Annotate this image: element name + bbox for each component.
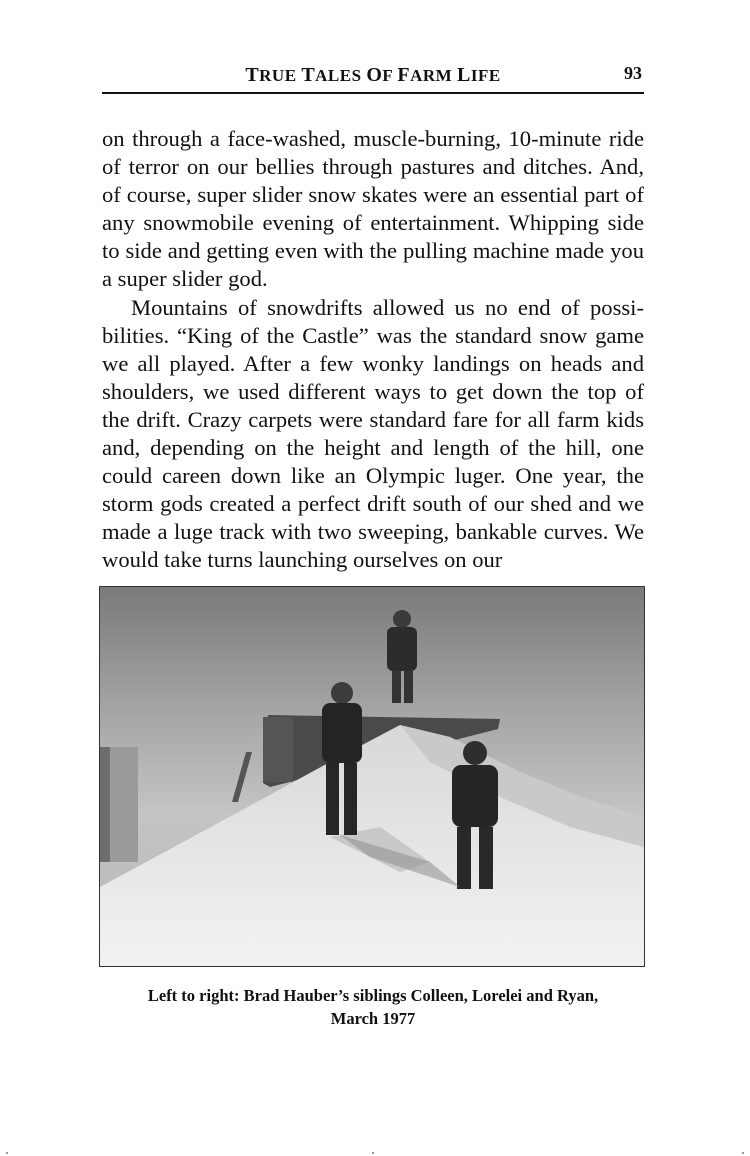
- paragraph-2: Mountains of snowdrifts allowed us no end of possibilities. “King of the Castle” was the standard snow game we all played. After a few wonky landings on heads and shoulders, we used different ways to get down the top of the drift. Crazy carpets were standard fare for all farm kids and, depending on the height and length of the hill, one could careen down like an Olympic luger. One year, the storm gods created a perfect drift south of our shed and we made a luge track with two sweeping, bankable curves. We would take turns launching ourselves on our: [102, 294, 644, 573]
- photograph: [99, 586, 645, 967]
- crop-marks: [0, 1150, 750, 1156]
- paragraph-1: on through a face-washed, muscle-burning, 10-minute ride of terror on our bellies through pastures and ditches. And, of course, super slider snow skates were an essential part of any snowmobile evening of entertainment. Whipping side to side and getting even with the pulling machine made you a super slider god.: [102, 126, 644, 292]
- page-number: 93: [624, 63, 642, 83]
- header-rule: [102, 92, 644, 94]
- caption-line-2: March 1977: [330, 1009, 416, 1028]
- figure-caption: [102, 984, 644, 1030]
- photo-illustration: [100, 587, 644, 966]
- running-header: [102, 60, 644, 92]
- running-title: [102, 64, 644, 87]
- body-text: [102, 125, 644, 575]
- shed-wall: [263, 717, 293, 782]
- caption-line-1: Left to right: Brad Hauber’s siblings Colleen, Lorelei and Ryan,: [147, 986, 599, 1005]
- running-title-text: TRUE TALES OF FARM LIFE: [245, 64, 501, 86]
